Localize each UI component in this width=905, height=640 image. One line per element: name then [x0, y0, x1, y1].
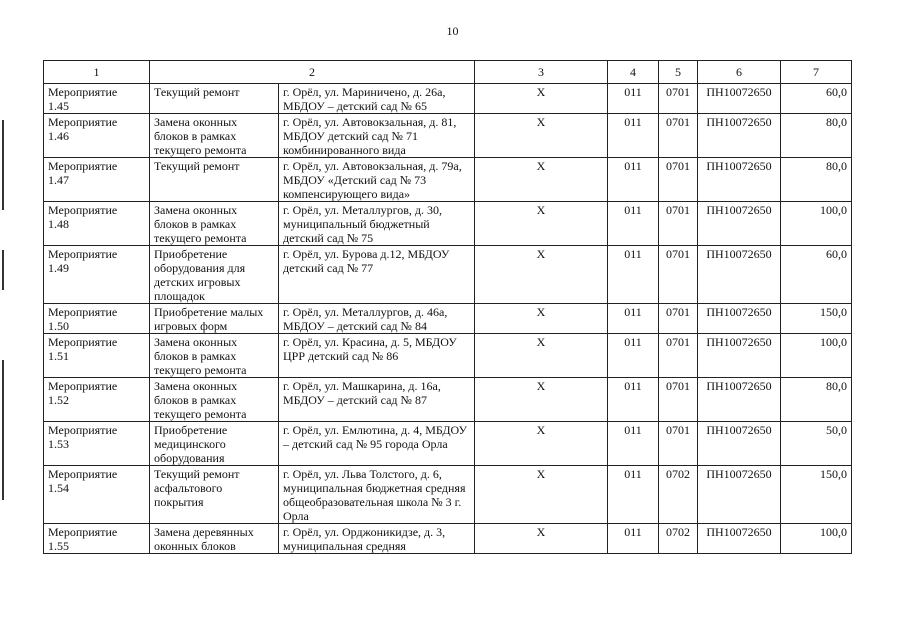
address-cell: г. Орёл, ул. Металлургов, д. 30, муниципальный бюджетный детский сад № 75 — [279, 202, 475, 246]
target-code-cell: ПН10072650 — [698, 158, 781, 202]
column-header: 6 — [698, 61, 781, 84]
amount-cell: 80,0 — [781, 114, 852, 158]
code-cell: 011 — [608, 246, 659, 304]
address-cell: г. Орёл, ул. Мариничено, д. 26а, МБДОУ – детский сад № 65 — [279, 84, 475, 114]
amount-cell: 150,0 — [781, 466, 852, 524]
table-row — [44, 84, 852, 114]
work-type-cell: Текущий ремонт — [150, 158, 279, 202]
section-cell: 0701 — [659, 84, 698, 114]
target-code-cell: ПН10072650 — [698, 114, 781, 158]
section-cell: 0701 — [659, 304, 698, 334]
target-code-cell: ПН10072650 — [698, 202, 781, 246]
mark-cell: X — [475, 84, 608, 114]
amount-cell: 100,0 — [781, 524, 852, 554]
address-cell: г. Орёл, ул. Машкарина, д. 16а, МБДОУ – детский сад № 87 — [279, 378, 475, 422]
work-type-cell: Текущий ремонт асфальтового покрытия — [150, 466, 279, 524]
table-row — [44, 524, 852, 554]
target-code-cell: ПН10072650 — [698, 378, 781, 422]
work-type-cell: Текущий ремонт — [150, 84, 279, 114]
section-cell: 0701 — [659, 422, 698, 466]
table-row — [44, 202, 852, 246]
amount-cell: 150,0 — [781, 304, 852, 334]
activity-cell: Мероприятие 1.48 — [44, 202, 150, 246]
code-cell: 011 — [608, 84, 659, 114]
section-cell: 0701 — [659, 114, 698, 158]
section-cell: 0701 — [659, 334, 698, 378]
code-cell: 011 — [608, 114, 659, 158]
column-header: 3 — [475, 61, 608, 84]
activity-cell: Мероприятие 1.47 — [44, 158, 150, 202]
amount-cell: 60,0 — [781, 246, 852, 304]
table-row — [44, 246, 852, 304]
mark-cell: X — [475, 246, 608, 304]
activity-cell: Мероприятие 1.53 — [44, 422, 150, 466]
code-cell: 011 — [608, 158, 659, 202]
table-row — [44, 158, 852, 202]
target-code-cell: ПН10072650 — [698, 334, 781, 378]
column-header: 4 — [608, 61, 659, 84]
activity-cell: Мероприятие 1.52 — [44, 378, 150, 422]
mark-cell: X — [475, 114, 608, 158]
activity-cell: Мероприятие 1.46 — [44, 114, 150, 158]
code-cell: 011 — [608, 524, 659, 554]
amount-cell: 100,0 — [781, 202, 852, 246]
column-number-row — [44, 61, 852, 84]
target-code-cell: ПН10072650 — [698, 466, 781, 524]
work-type-cell: Приобретение медицинского оборудования — [150, 422, 279, 466]
activity-cell: Мероприятие 1.45 — [44, 84, 150, 114]
section-cell: 0702 — [659, 466, 698, 524]
code-cell: 011 — [608, 202, 659, 246]
mark-cell: X — [475, 334, 608, 378]
work-type-cell: Приобретение оборудования для детских игровых площадок — [150, 246, 279, 304]
table-row — [44, 114, 852, 158]
column-header: 5 — [659, 61, 698, 84]
section-cell: 0701 — [659, 378, 698, 422]
code-cell: 011 — [608, 334, 659, 378]
activity-cell: Мероприятие 1.49 — [44, 246, 150, 304]
amount-cell: 60,0 — [781, 84, 852, 114]
work-type-cell: Замена оконных блоков в рамках текущего ремонта — [150, 378, 279, 422]
table-row — [44, 466, 852, 524]
column-header: 7 — [781, 61, 852, 84]
activities-table — [43, 60, 852, 554]
column-header: 1 — [44, 61, 150, 84]
address-cell: г. Орёл, ул. Автовокзальная, д. 79а, МБДОУ «Детский сад № 73 компенсирующего вида» — [279, 158, 475, 202]
scan-edge-mark — [2, 250, 4, 290]
code-cell: 011 — [608, 422, 659, 466]
target-code-cell: ПН10072650 — [698, 524, 781, 554]
address-cell: г. Орёл, ул. Орджоникидзе, д. 3, муниципальная средняя — [279, 524, 475, 554]
mark-cell: X — [475, 158, 608, 202]
work-type-cell: Замена оконных блоков в рамках текущего ремонта — [150, 334, 279, 378]
target-code-cell: ПН10072650 — [698, 246, 781, 304]
target-code-cell: ПН10072650 — [698, 422, 781, 466]
address-cell: г. Орёл, ул. Бурова д.12, МБДОУ детский сад № 77 — [279, 246, 475, 304]
mark-cell: X — [475, 378, 608, 422]
address-cell: г. Орёл, ул. Автовокзальная, д. 81, МБДОУ детский сад № 71 комбинированного вида — [279, 114, 475, 158]
section-cell: 0701 — [659, 158, 698, 202]
page-number: 10 — [446, 24, 459, 38]
mark-cell: X — [475, 466, 608, 524]
amount-cell: 50,0 — [781, 422, 852, 466]
table-row — [44, 304, 852, 334]
mark-cell: X — [475, 422, 608, 466]
scan-edge-mark — [2, 120, 4, 210]
work-type-cell: Замена оконных блоков в рамках текущего ремонта — [150, 114, 279, 158]
code-cell: 011 — [608, 466, 659, 524]
address-cell: г. Орёл, ул. Емлютина, д. 4, МБДОУ – детский сад № 95 города Орла — [279, 422, 475, 466]
section-cell: 0702 — [659, 524, 698, 554]
amount-cell: 80,0 — [781, 378, 852, 422]
code-cell: 011 — [608, 304, 659, 334]
work-type-cell: Замена деревянных оконных блоков — [150, 524, 279, 554]
address-cell: г. Орёл, ул. Льва Толстого, д. 6, муниципальная бюджетная средняя общеобразовательная школа № 3 г. Орла — [279, 466, 475, 524]
address-cell: г. Орёл, ул. Металлургов, д. 46а, МБДОУ – детский сад № 84 — [279, 304, 475, 334]
amount-cell: 80,0 — [781, 158, 852, 202]
target-code-cell: ПН10072650 — [698, 84, 781, 114]
mark-cell: X — [475, 524, 608, 554]
column-header: 2 — [150, 61, 475, 84]
work-type-cell: Приобретение малых игровых форм — [150, 304, 279, 334]
mark-cell: X — [475, 304, 608, 334]
activity-cell: Мероприятие 1.50 — [44, 304, 150, 334]
scan-edge-mark — [2, 360, 4, 500]
activity-cell: Мероприятие 1.54 — [44, 466, 150, 524]
mark-cell: X — [475, 202, 608, 246]
work-type-cell: Замена оконных блоков в рамках текущего ремонта — [150, 202, 279, 246]
section-cell: 0701 — [659, 246, 698, 304]
table-row — [44, 378, 852, 422]
target-code-cell: ПН10072650 — [698, 304, 781, 334]
table-row — [44, 334, 852, 378]
activity-cell: Мероприятие 1.55 — [44, 524, 150, 554]
activity-cell: Мероприятие 1.51 — [44, 334, 150, 378]
address-cell: г. Орёл, ул. Красина, д. 5, МБДОУ ЦРР детский сад № 86 — [279, 334, 475, 378]
amount-cell: 100,0 — [781, 334, 852, 378]
code-cell: 011 — [608, 378, 659, 422]
table-row — [44, 422, 852, 466]
section-cell: 0701 — [659, 202, 698, 246]
